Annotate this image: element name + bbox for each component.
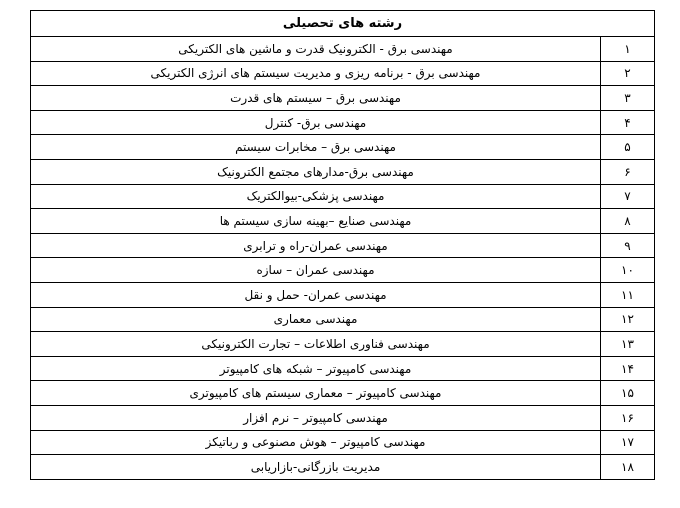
table-row xyxy=(31,37,655,62)
row-number: ۱۵ xyxy=(601,381,655,406)
field-name: مهندسی عمران-راه و ترابری xyxy=(31,233,601,258)
table-row xyxy=(31,135,655,160)
field-name: مهندسی برق- کنترل xyxy=(31,110,601,135)
table-row xyxy=(31,233,655,258)
row-number: ۸ xyxy=(601,209,655,234)
table-row xyxy=(31,209,655,234)
table-row xyxy=(31,282,655,307)
field-name: مهندسی برق-مدارهای مجتمع الکترونیک xyxy=(31,159,601,184)
row-number: ۱۴ xyxy=(601,356,655,381)
field-name: مهندسی پزشکی-بیوالکتریک xyxy=(31,184,601,209)
table-row xyxy=(31,258,655,283)
row-number: ۳ xyxy=(601,86,655,111)
row-number: ۷ xyxy=(601,184,655,209)
table-row xyxy=(31,405,655,430)
table-row xyxy=(31,307,655,332)
row-number: ۱۰ xyxy=(601,258,655,283)
field-name: مهندسی برق – سیستم های قدرت xyxy=(31,86,601,111)
table-row xyxy=(31,159,655,184)
table-body xyxy=(31,37,655,480)
field-name: مهندسی معماری xyxy=(31,307,601,332)
row-number: ۱۲ xyxy=(601,307,655,332)
row-number: ۱۸ xyxy=(601,455,655,480)
field-name: مهندسی عمران- حمل و نقل xyxy=(31,282,601,307)
table-row xyxy=(31,110,655,135)
row-number: ۱ xyxy=(601,37,655,62)
field-name: مهندسی عمران – سازه xyxy=(31,258,601,283)
row-number: ۹ xyxy=(601,233,655,258)
table-row xyxy=(31,86,655,111)
row-number: ۱۱ xyxy=(601,282,655,307)
field-name: مهندسی کامپیوتر – شبکه های کامپیوتر xyxy=(31,356,601,381)
row-number: ۱۳ xyxy=(601,332,655,357)
field-name: مهندسی کامپیوتر – هوش مصنوعی و رباتیکز xyxy=(31,430,601,455)
table-title: رشته های تحصیلی xyxy=(31,11,655,37)
table-row xyxy=(31,455,655,480)
row-number: ۱۷ xyxy=(601,430,655,455)
fields-of-study-table xyxy=(30,10,655,480)
row-number: ۴ xyxy=(601,110,655,135)
field-name: مهندسی برق - برنامه ریزی و مدیریت سیستم های انرژی الکتریکی xyxy=(31,61,601,86)
field-name: مهندسی برق – مخابرات سیستم xyxy=(31,135,601,160)
row-number: ۶ xyxy=(601,159,655,184)
row-number: ۲ xyxy=(601,61,655,86)
field-name: مهندسی برق - الکترونیک قدرت و ماشین های الکتریکی xyxy=(31,37,601,62)
table-row xyxy=(31,184,655,209)
table-row xyxy=(31,356,655,381)
table-header-row xyxy=(31,11,655,37)
table-row xyxy=(31,61,655,86)
row-number: ۵ xyxy=(601,135,655,160)
field-name: مهندسی فناوری اطلاعات – تجارت الکترونیکی xyxy=(31,332,601,357)
table-row xyxy=(31,332,655,357)
table-row xyxy=(31,381,655,406)
table-row xyxy=(31,430,655,455)
field-name: مهندسی کامپیوتر – معماری سیستم های کامپیوتری xyxy=(31,381,601,406)
field-name: مهندسی صنایع –بهینه سازی سیستم ها xyxy=(31,209,601,234)
row-number: ۱۶ xyxy=(601,405,655,430)
field-name: مهندسی کامپیوتر – نرم افزار xyxy=(31,405,601,430)
field-name: مدیریت بازرگانی-بازاریابی xyxy=(31,455,601,480)
